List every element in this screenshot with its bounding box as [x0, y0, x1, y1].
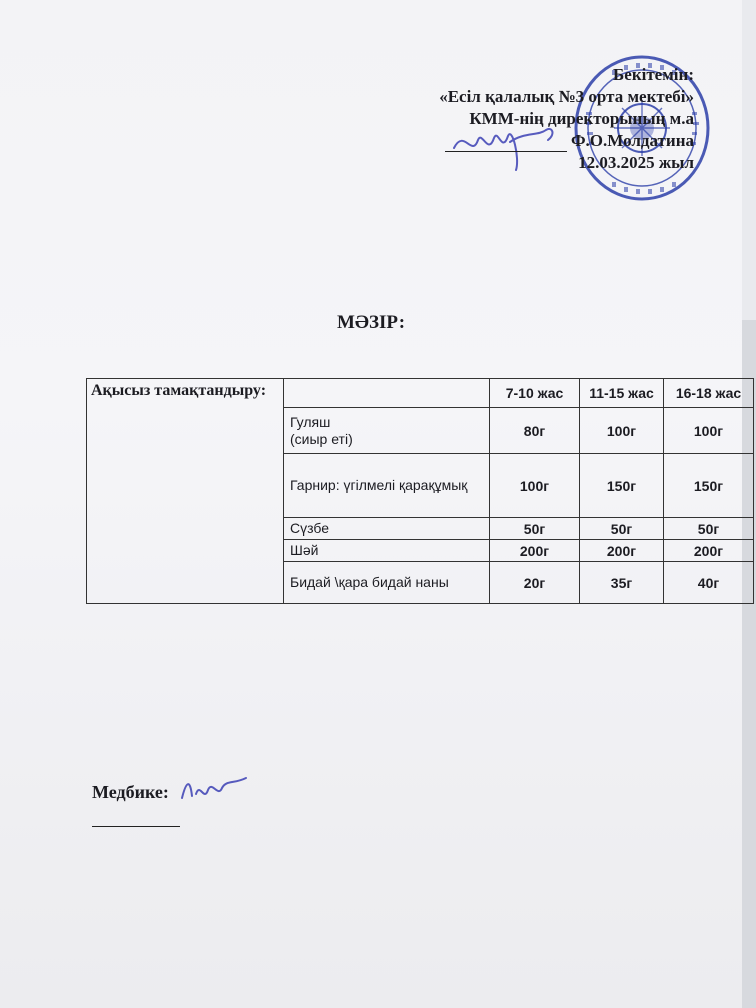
age-header-16-18: 16-18 жас: [664, 379, 754, 408]
table-header-row: [87, 379, 754, 408]
portion-value: 100г: [664, 408, 754, 454]
portion-value: 50г: [490, 518, 580, 540]
dish-name: Гарнир: үгілмелі қарақұмық: [284, 454, 490, 518]
approval-heading: Бекітемін:: [613, 65, 694, 84]
portion-value: 200г: [490, 540, 580, 562]
portion-value: 200г: [664, 540, 754, 562]
dish-name: Шәй: [284, 540, 490, 562]
dish-name: Сүзбе: [284, 518, 490, 540]
free-meal-label: Ақысыз тамақтандыру:: [87, 379, 284, 604]
portion-value: 100г: [580, 408, 664, 454]
portion-value: 50г: [664, 518, 754, 540]
approval-director-name: Ф.О.Молдатина: [570, 131, 694, 150]
portion-value: 40г: [664, 562, 754, 604]
portion-value: 35г: [580, 562, 664, 604]
approval-block: [439, 64, 694, 174]
menu-title: МӘЗІР:: [336, 312, 406, 333]
age-header-11-15: 11-15 жас: [580, 379, 664, 408]
portion-value: 200г: [580, 540, 664, 562]
signature-line: [445, 135, 567, 152]
approval-school-name: «Есіл қалалық №3 орта мектебі»: [439, 87, 694, 106]
nurse-label: Медбике:: [92, 782, 169, 802]
dish-header-cell: [284, 379, 490, 408]
dish-name: Бидай \қара бидай наны: [284, 562, 490, 604]
dish-name: Гуляш (сиыр еті): [284, 408, 490, 454]
portion-value: 100г: [490, 454, 580, 518]
portion-value: 20г: [490, 562, 580, 604]
age-header-7-10: 7-10 жас: [490, 379, 580, 408]
portion-value: 150г: [664, 454, 754, 518]
approval-director-name-row: [439, 130, 694, 152]
approval-director-title: КММ-нің директорының м.а: [469, 109, 694, 128]
menu-table: [86, 378, 754, 604]
portion-value: 50г: [580, 518, 664, 540]
portion-value: 80г: [490, 408, 580, 454]
portion-value: 150г: [580, 454, 664, 518]
nurse-signature: [178, 772, 250, 804]
nurse-signature-line: [92, 826, 180, 827]
approval-date: 12.03.2025 жыл: [578, 153, 694, 172]
